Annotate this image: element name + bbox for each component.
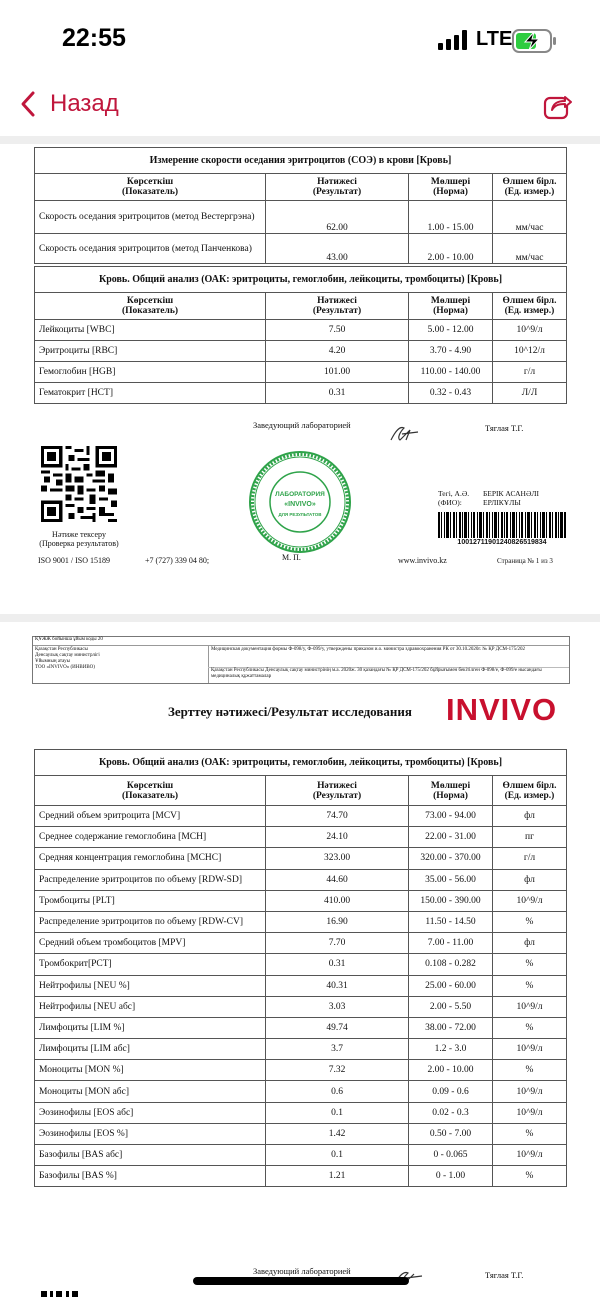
row-unit: Л/Л <box>493 383 567 404</box>
barcode-number: 10012711901240826519834 <box>457 539 547 546</box>
table-row <box>35 201 567 234</box>
row-name: Эритроциты [RBC] <box>35 341 266 362</box>
row-result: 3.7 <box>266 1039 409 1060</box>
table-row <box>35 954 567 975</box>
row-norm: 320.00 - 370.00 <box>409 848 493 869</box>
table-row <box>35 827 567 848</box>
row-name: Лейкоциты [WBC] <box>35 320 266 341</box>
row-norm: 25.00 - 60.00 <box>409 975 493 996</box>
row-name: Нейтрофилы [NEU %] <box>35 975 266 996</box>
table-row <box>35 383 567 404</box>
row-result: 0.1 <box>266 1145 409 1166</box>
table-row <box>35 911 567 932</box>
row-result: 43.00 <box>266 234 409 264</box>
col-header-unit: Өлшем бірл. (Ед. измер.) <box>493 776 567 806</box>
row-unit: мм/час <box>493 234 567 264</box>
row-name: Скорость оседания эритроцитов (метод Вестергрэна) <box>35 201 266 234</box>
row-norm: 22.00 - 31.00 <box>409 827 493 848</box>
col-header-unit: Өлшем бірл. (Ед. измер.) <box>493 174 567 201</box>
form-header <box>32 636 570 684</box>
iso-text: ISO 9001 / ISO 15189 <box>38 556 111 565</box>
row-result: 44.60 <box>266 869 409 890</box>
row-name: Тромбокрит[PCT] <box>35 954 266 975</box>
row-norm: 1.00 - 15.00 <box>409 201 493 234</box>
table-row <box>35 1081 567 1102</box>
col-header-indicator: Көрсеткіш (Показатель) <box>35 293 266 320</box>
row-norm: 0.108 - 0.282 <box>409 954 493 975</box>
row-norm: 0.02 - 0.3 <box>409 1102 493 1123</box>
page-gap <box>0 614 600 622</box>
nav-bar <box>0 80 600 136</box>
row-result: 49.74 <box>266 1017 409 1038</box>
row-unit: 10^9/л <box>493 1145 567 1166</box>
row-norm: 110.00 - 140.00 <box>409 362 493 383</box>
row-norm: 2.00 - 10.00 <box>409 1060 493 1081</box>
row-norm: 35.00 - 56.00 <box>409 869 493 890</box>
share-icon[interactable] <box>543 92 573 120</box>
row-unit: фл <box>493 806 567 827</box>
row-norm: 11.50 - 14.50 <box>409 911 493 932</box>
row-name: Нейтрофилы [NEU абс] <box>35 996 266 1017</box>
col-header-unit: Өлшем бірл. (Ед. измер.) <box>493 293 567 320</box>
col-header-indicator: Көрсеткіш (Показатель) <box>35 174 266 201</box>
report-page-2 <box>0 622 600 1297</box>
row-name: Базофилы [BAS абс] <box>35 1145 266 1166</box>
row-name: Лимфоциты [LIM абс] <box>35 1039 266 1060</box>
table-row <box>35 975 567 996</box>
col-header-indicator: Көрсеткіш (Показатель) <box>35 776 266 806</box>
row-unit: г/л <box>493 362 567 383</box>
row-unit: пг <box>493 827 567 848</box>
battery-charging-icon <box>512 29 560 53</box>
row-result: 7.50 <box>266 320 409 341</box>
row-result: 16.90 <box>266 911 409 932</box>
table-row <box>35 1060 567 1081</box>
col-header-norm: Мөлшері (Норма) <box>409 293 493 320</box>
row-norm: 3.70 - 4.90 <box>409 341 493 362</box>
website-text: www.invivo.kz <box>398 556 447 565</box>
row-norm: 150.00 - 390.00 <box>409 890 493 911</box>
row-unit: % <box>493 1060 567 1081</box>
row-norm: 0 - 0.065 <box>409 1145 493 1166</box>
home-indicator[interactable] <box>193 1277 409 1285</box>
row-norm: 38.00 - 72.00 <box>409 1017 493 1038</box>
head-name: Тяглая Т.Г. <box>485 1270 524 1280</box>
row-unit: % <box>493 1166 567 1187</box>
row-result: 0.1 <box>266 1102 409 1123</box>
barcode <box>438 512 566 538</box>
row-norm: 2.00 - 10.00 <box>409 234 493 264</box>
mp-text: М. П. <box>282 553 301 562</box>
row-name: Эозинофилы [EOS %] <box>35 1123 266 1144</box>
row-unit: % <box>493 1017 567 1038</box>
table-row <box>35 1123 567 1144</box>
table-row <box>35 890 567 911</box>
page-number: Страница № 1 из 3 <box>497 557 553 565</box>
row-unit: 10^9/л <box>493 320 567 341</box>
row-name: Средний объем эритроцита [MCV] <box>35 806 266 827</box>
row-name: Средняя концентрация гемоглобина [MCHC] <box>35 848 266 869</box>
row-result: 101.00 <box>266 362 409 383</box>
table-row <box>35 806 567 827</box>
head-label: Заведующий лабораторией <box>253 420 351 430</box>
row-result: 0.6 <box>266 1081 409 1102</box>
brand-logo: INVIVO <box>446 692 558 727</box>
row-norm: 7.00 - 11.00 <box>409 933 493 954</box>
phone-text: +7 (727) 339 04 80; <box>145 556 210 565</box>
table-row <box>35 848 567 869</box>
stamp-top-text: ЛАБОРАТОРИЯ <box>275 491 325 498</box>
stamp-bottom-text: ДЛЯ РЕЗУЛЬТАТОВ <box>278 512 322 517</box>
col-header-norm: Мөлшері (Норма) <box>409 174 493 201</box>
cbc-table-2 <box>34 749 567 1187</box>
row-result: 7.32 <box>266 1060 409 1081</box>
col-header-result: Нәтижесі (Результат) <box>266 776 409 806</box>
row-unit: % <box>493 954 567 975</box>
report-page-1 <box>0 144 600 614</box>
table-row <box>35 1102 567 1123</box>
row-norm: 0 - 1.00 <box>409 1166 493 1187</box>
table-row <box>35 341 567 362</box>
cbc-table-caption: Кровь. Общий анализ (ОАК: эритроциты, гемоглобин, лейкоциты, тромбоциты) [Кровь] <box>35 750 567 776</box>
row-name: Базофилы [BAS %] <box>35 1166 266 1187</box>
col-header-result: Нәтижесі (Результат) <box>266 293 409 320</box>
form-order-line: ҚҰЖЖ бойынша ұйым коды 20 <box>35 637 103 642</box>
row-unit: 10^9/л <box>493 996 567 1017</box>
table-row <box>35 869 567 890</box>
lab-stamp <box>248 450 352 554</box>
col-header-result: Нәтижесі (Результат) <box>266 174 409 201</box>
page-gap <box>0 136 600 144</box>
row-name: Скорость оседания эритроцитов (метод Панченкова) <box>35 234 266 264</box>
row-name: Лимфоциты [LIM %] <box>35 1017 266 1038</box>
form-right-text-1: Медицинская документация формы Ф-098/у, Ф-099/у, утверждены приказом и.о. министра здравоохранения РК от 30.10.2020г. № ҚР ДСМ-175/202 <box>211 647 526 652</box>
row-result: 410.00 <box>266 890 409 911</box>
table-row <box>35 996 567 1017</box>
row-result: 24.10 <box>266 827 409 848</box>
signal-icon <box>438 30 470 50</box>
row-name: Гематокрит [HCT] <box>35 383 266 404</box>
row-result: 62.00 <box>266 201 409 234</box>
row-unit: % <box>493 975 567 996</box>
row-norm: 5.00 - 12.00 <box>409 320 493 341</box>
row-norm: 0.50 - 7.00 <box>409 1123 493 1144</box>
table-row <box>35 320 567 341</box>
row-name: Среднее содержание гемоглобина [MCH] <box>35 827 266 848</box>
row-norm: 0.32 - 0.43 <box>409 383 493 404</box>
back-button[interactable] <box>20 90 119 118</box>
stamp-name: «INVIVO» <box>284 501 316 508</box>
table-row <box>35 1017 567 1038</box>
col-header-norm: Мөлшері (Норма) <box>409 776 493 806</box>
row-result: 3.03 <box>266 996 409 1017</box>
row-name: Эозинофилы [EOS абс] <box>35 1102 266 1123</box>
patient-label: Тегі, А.Ә. (ФИО): <box>438 489 470 507</box>
row-name: Моноциты [MON %] <box>35 1060 266 1081</box>
row-name: Гемоглобин [HGB] <box>35 362 266 383</box>
table-row <box>35 362 567 383</box>
row-unit: фл <box>493 933 567 954</box>
table-row <box>35 933 567 954</box>
row-unit: 10^9/л <box>493 890 567 911</box>
row-result: 40.31 <box>266 975 409 996</box>
qr-caption: Нәтиже тексеру (Проверка результатов) <box>39 530 119 548</box>
head-label: Заведующий лабораторией <box>253 1266 351 1276</box>
row-norm: 2.00 - 5.50 <box>409 996 493 1017</box>
row-result: 323.00 <box>266 848 409 869</box>
row-name: Моноциты [MON абс] <box>35 1081 266 1102</box>
signature-icon <box>388 422 424 444</box>
row-unit: мм/час <box>493 201 567 234</box>
network-type: LTE <box>476 28 513 50</box>
row-unit: 10^12/л <box>493 341 567 362</box>
row-norm: 1.2 - 3.0 <box>409 1039 493 1060</box>
row-norm: 0.09 - 0.6 <box>409 1081 493 1102</box>
row-name: Тромбоциты [PLT] <box>35 890 266 911</box>
row-unit: % <box>493 1123 567 1144</box>
row-unit: 10^9/л <box>493 1039 567 1060</box>
row-result: 1.42 <box>266 1123 409 1144</box>
table-row <box>35 1039 567 1060</box>
row-name: Распределение эритроцитов по объему [RDW-SD] <box>35 869 266 890</box>
esr-table-caption: Измерение скорости оседания эритроцитов (СОЭ) в крови [Кровь] <box>35 148 567 174</box>
row-unit: фл <box>493 869 567 890</box>
head-name: Тяглая Т.Г. <box>485 423 524 433</box>
esr-table <box>34 147 567 264</box>
row-result: 7.70 <box>266 933 409 954</box>
row-unit: г/л <box>493 848 567 869</box>
chevron-left-icon <box>20 90 36 118</box>
qr-code <box>41 446 117 522</box>
table-row <box>35 1166 567 1187</box>
row-result: 4.20 <box>266 341 409 362</box>
row-norm: 73.00 - 94.00 <box>409 806 493 827</box>
table-row <box>35 234 567 264</box>
row-name: Средний объем тромбоцитов [MPV] <box>35 933 266 954</box>
status-time: 22:55 <box>62 24 126 52</box>
row-result: 1.21 <box>266 1166 409 1187</box>
row-result: 0.31 <box>266 954 409 975</box>
row-name: Распределение эритроцитов по объему [RDW-CV] <box>35 911 266 932</box>
row-result: 0.31 <box>266 383 409 404</box>
row-unit: 10^9/л <box>493 1102 567 1123</box>
status-bar <box>0 0 600 80</box>
form-right-text-2: Қазақстан Республикасы Денсаулық сақтау министрінің м.а. 2020ж. 30 қазандағы № ҚР ДСМ-175/202 бұйрығымен бекітілген Ф-098/е, Ф-099/е нысандағы медициналық құжаттамалар <box>211 668 542 679</box>
row-result: 74.70 <box>266 806 409 827</box>
qr-code-partial <box>41 1291 81 1297</box>
cbc-table-1 <box>34 266 567 404</box>
report-title: Зерттеу нәтижесі/Результат исследования <box>168 704 412 719</box>
form-left-text: Қазақстан Республикасы Денсаулық сақтау министрлігі Ұйымның атауы ТОО «INVIVO» (ИНВИВО) <box>35 647 100 670</box>
row-unit: % <box>493 911 567 932</box>
table-row <box>35 1145 567 1166</box>
row-unit: 10^9/л <box>493 1081 567 1102</box>
back-label: Назад <box>50 90 119 117</box>
cbc-table-caption: Кровь. Общий анализ (ОАК: эритроциты, гемоглобин, лейкоциты, тромбоциты) [Кровь] <box>35 267 567 293</box>
patient-name: БЕРІК АСАНӘЛІ ЕРЛІКҰЛЫ <box>483 489 539 507</box>
